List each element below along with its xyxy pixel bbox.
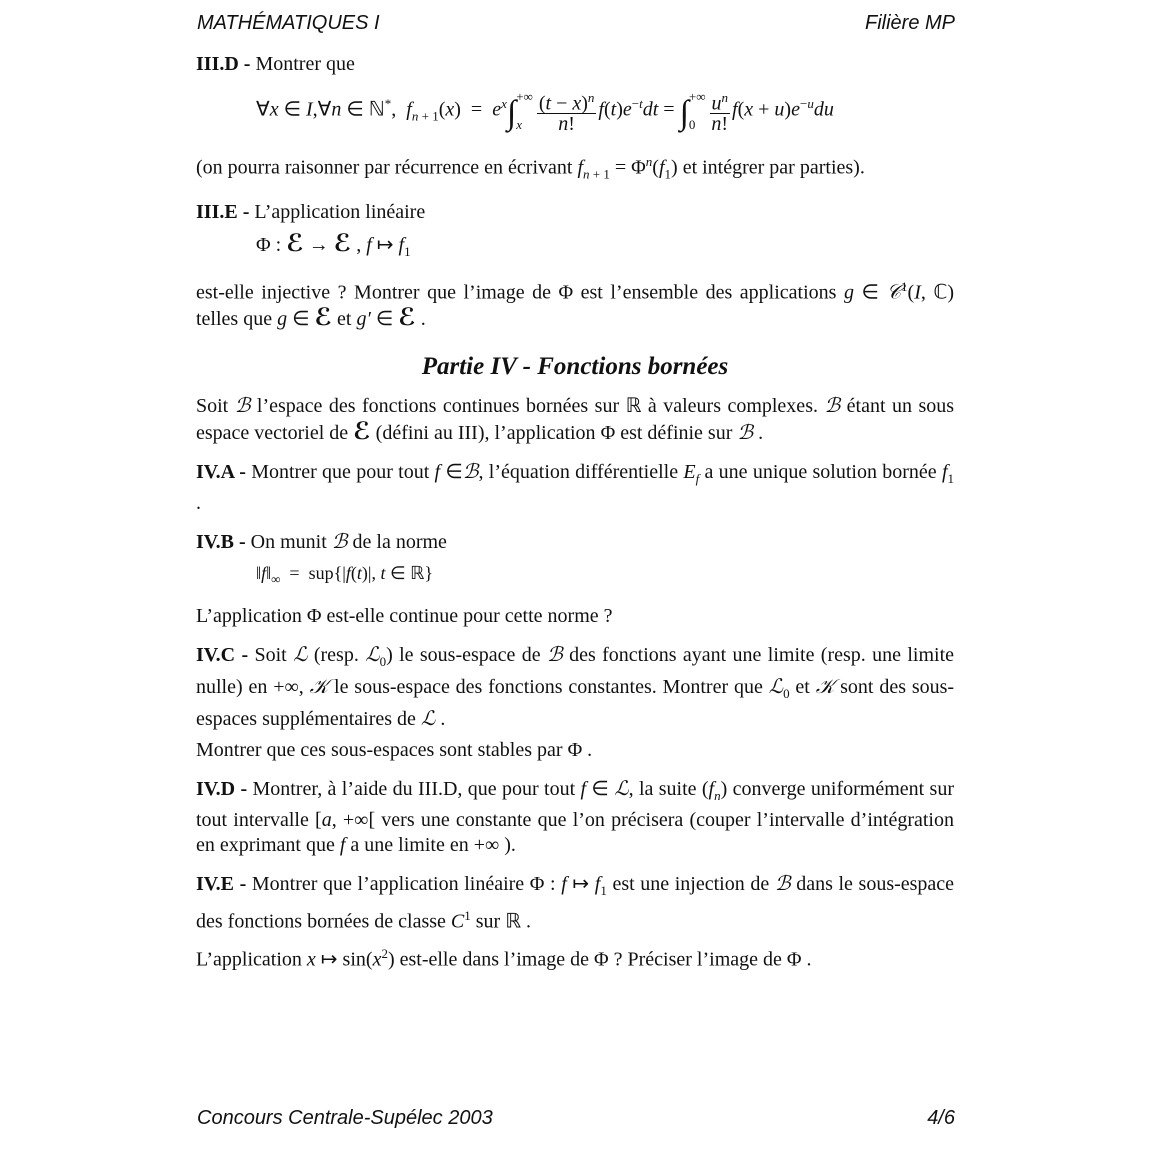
footer-left: Concours Centrale-Supélec 2003 [197, 1107, 493, 1129]
section-4e: IV.E - Montrer que l’application linéaire Φ : f ↦ $f_1$ est une injection de ℬ dans le sous-espace des fonctions bornées de classe $C^1$ sur ℝ . [196, 870, 955, 933]
part-4-title: Partie IV - Fonctions bornées [421, 353, 729, 381]
section-3e-intro: III.E - L’application linéaire [196, 200, 426, 223]
section-4c: IV.C - Soit ℒ (resp. ℒ$_0$) le sous-espace de ℬ des fonctions ayant une limite (resp. une limite nulle) en +∞, 𝒦 le sous-espace des fonctions constantes. Montrer que ℒ$_0$ et 𝒦 sont des sous-espaces supplémentaires de ℒ . [196, 641, 955, 730]
section-3d-intro [196, 52, 954, 77]
section-4b-question: L’application Φ est-elle continue pour cette norme ? [196, 604, 613, 627]
section-3e-label: III.E - [196, 200, 250, 223]
section-4d-label: IV.D - [196, 777, 248, 800]
section-4c-line2: Montrer que ces sous-espaces sont stables par Φ . [196, 738, 593, 761]
section-3d-text: Montrer que [255, 53, 355, 75]
section-4d: IV.D - Montrer, à l’aide du III.D, que pour tout f ∈ ℒ, la suite $(f_n)$ converge uniformément sur tout intervalle [a, +∞[ vers une constante que l’on précisera (couper l’intervalle d’intégration en exprimant que f a une limite en +∞ ). [196, 775, 954, 856]
section-4a-label: IV.A - [196, 461, 246, 484]
header-left: MATHÉMATIQUES I [197, 12, 380, 34]
section-4e-line2: L’application x ↦ $\sin(x^2)$ est-elle dans l’image de Φ ? Préciser l’image de Φ . [196, 945, 812, 971]
section-3d-hint: (on pourra raisonner par récurrence en écrivant $f_{n + 1} = \Phi^n(f_1)$ et intégrer par parties). [196, 154, 865, 182]
section-4a: IV.A - Montrer que pour tout f ∈ℬ, l’équation différentielle $E_f$ a une unique solution bornée $f_1$ . [196, 459, 955, 515]
section-4b-intro: IV.B - On munit ℬ de la norme [196, 529, 447, 554]
header-right: Filière MP [864, 12, 955, 34]
page-content [196, 52, 954, 985]
formula-3e: Φ : ℰ → ℰ , f ↦ $f_1$ [256, 228, 411, 259]
section-4b-label: IV.B - [196, 531, 246, 554]
section-4c-label: IV.C - [196, 643, 249, 666]
section-3e-question: est-elle injective ? Montrer que l’image de Φ est l’ensemble des applications g ∈ 𝒞$^1$(I, ℂ) telles que g ∈ ℰ et g′ ∈ ℰ . [196, 278, 955, 332]
section-4e-label: IV.E - [196, 872, 247, 895]
formula-4b-norm: $‖f‖_\infty = sup\{|f(t)|$, t ∈ ℝ} [256, 563, 434, 587]
footer-right: 4/6 [927, 1107, 955, 1129]
formula-3d: ∀x ∈ I,∀n ∈ ℕ*, $f_{n + 1}(x) = e^x\int$ +∞ x $\frac{(t - x)^n}{n!}$ $f(t)e^{-t}dt$ = ∫ +∞ 0 $\frac{u^n}{n!}$ $f(x + u)e^{-u}du$ [256, 89, 834, 136]
part-4-intro: Soit ℬ l’espace des fonctions continues bornées sur ℝ à valeurs complexes. ℬ étant un sous espace vectoriel de ℰ (défini au III), l’application Φ est définie sur ℬ . [196, 393, 955, 446]
section-3d-label: III.D - [196, 53, 251, 75]
